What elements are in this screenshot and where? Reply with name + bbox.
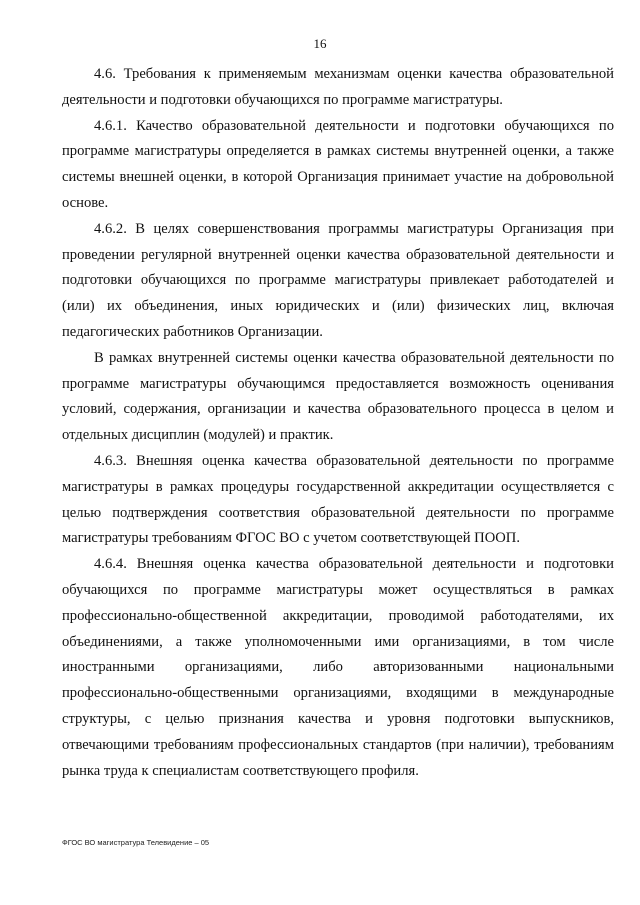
paragraph-4-6-2: 4.6.2. В целях совершенствования программы магистратуры Организация при проведении регулярной внутренней оценки качества образовательной деятельности и подготовки обучающихся по программе магистратуры привлекает работодателей и (или) их объединения, иных юридических и (или) физических лиц, включая педагогических работников Организации. <box>62 220 614 340</box>
paragraph-4-6-4: 4.6.4. Внешняя оценка качества образовательной деятельности и подготовки обучающихся по программе магистратуры может осуществляться в рамках профессионально-общественной аккредитации, проводимой работодателями, их объединениями, а также уполномоченными ими организациями, в том числе иностранными организациями, либо авторизованными национальными профессионально-общественными организациями, входящими в международные структуры, с целью признания качества и уровня подготовки выпускников, отвечающими требованиям профессиональных стандартов (при наличии), требованиям рынка труда к специалистам соответствующего профиля. <box>62 556 614 779</box>
document-body <box>62 62 614 784</box>
paragraph-4-6-3: 4.6.3. Внешняя оценка качества образовательной деятельности по программе магистратуры в рамках процедуры государственной аккредитации осуществляется с целью подтверждения соответствия образовательной деятельности по программе магистратуры требованиям ФГОС ВО с учетом соответствующей ПООП. <box>62 452 614 547</box>
page-number: 16 <box>313 36 327 51</box>
page-footer: ФГОС ВО магистратура Телевидение – 05 <box>62 838 210 847</box>
paragraph-4-6-1: 4.6.1. Качество образовательной деятельности и подготовки обучающихся по программе магистратуры определяется в рамках системы внутренней оценки, а также системы внешней оценки, в которой Организация принимает участие на добровольной основе. <box>62 117 614 211</box>
paragraph-internal-assessment: В рамках внутренней системы оценки качества образовательной деятельности по программе магистратуры обучающимся предоставляется возможность оценивания условий, содержания, организации и качества образовательного процесса в целом и отдельных дисциплин (модулей) и практик. <box>62 349 614 444</box>
paragraph-4-6: 4.6. Требования к применяемым механизмам оценки качества образовательной деятельности и подготовки обучающихся по программе магистратуры. <box>62 66 614 108</box>
